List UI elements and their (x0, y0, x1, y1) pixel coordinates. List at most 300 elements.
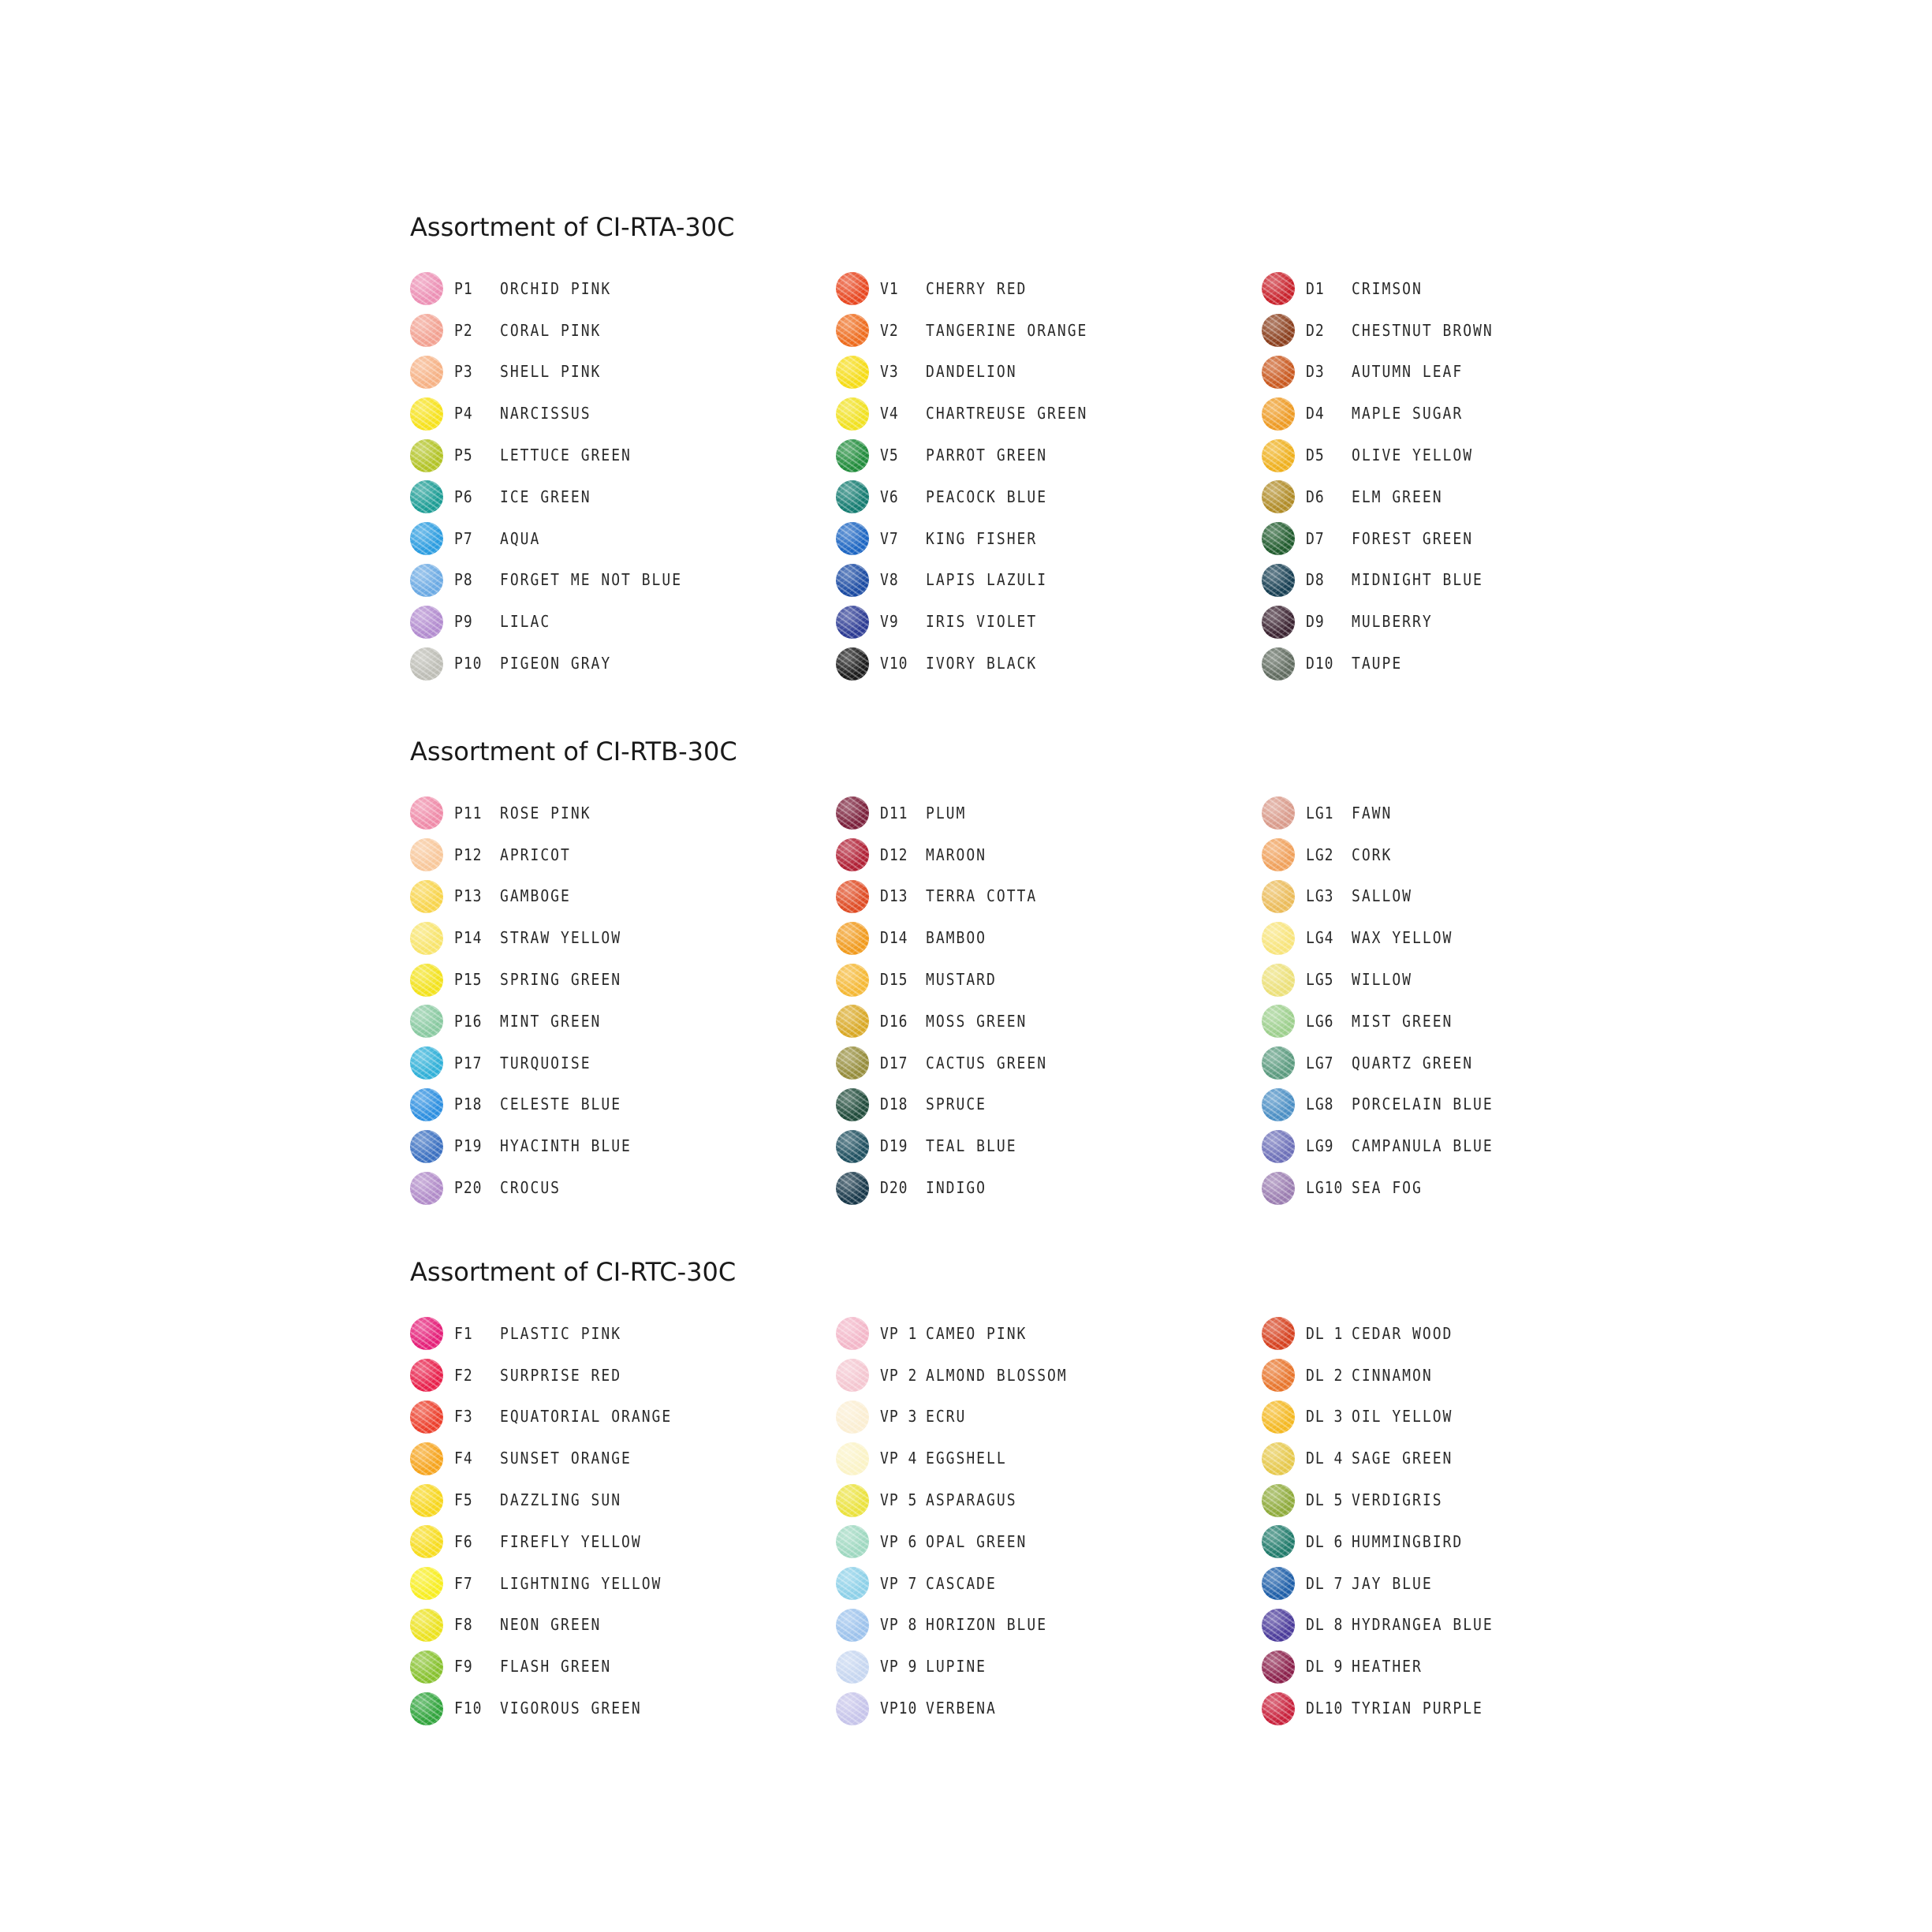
color-swatch-dot (836, 880, 869, 913)
color-name: BAMBOO (926, 928, 987, 948)
color-swatch-dot (410, 1442, 443, 1475)
color-name: ROSE PINK (500, 804, 591, 823)
color-name: PARROT GREEN (926, 446, 1048, 465)
color-swatch-item (1262, 1397, 1688, 1438)
color-swatch-item (1262, 1646, 1688, 1688)
color-code: DL10 (1306, 1699, 1344, 1718)
swatch-column (836, 1313, 1262, 1729)
color-swatch-dot (836, 1650, 869, 1684)
color-name: LETTUCE GREEN (500, 446, 632, 465)
color-swatch-item (836, 1125, 1262, 1167)
color-name: SHELL PINK (500, 362, 602, 382)
color-code: VP 7 (880, 1574, 918, 1594)
swatch-column (836, 793, 1262, 1209)
color-code: P10 (454, 654, 483, 673)
color-name: MAROON (926, 845, 987, 865)
color-swatch-dot (1262, 1317, 1295, 1350)
swatch-column (1262, 793, 1688, 1209)
color-name: PLUM (926, 804, 967, 823)
color-code: DL 4 (1306, 1449, 1344, 1468)
color-name: ORCHID PINK (500, 279, 612, 299)
color-swatch-item (1262, 793, 1688, 834)
color-swatch-dot (410, 796, 443, 830)
color-code: LG1 (1306, 804, 1334, 823)
color-name: PLASTIC PINK (500, 1324, 622, 1344)
color-swatch-item (1262, 643, 1688, 684)
color-swatch-item (1262, 1313, 1688, 1355)
color-code: D2 (1306, 321, 1325, 341)
color-code: P5 (454, 446, 473, 465)
color-swatch-dot (410, 397, 443, 431)
color-name: AQUA (500, 529, 541, 549)
color-name: AUTUMN LEAF (1352, 362, 1464, 382)
color-code: F6 (454, 1532, 473, 1552)
color-swatch-dot (410, 922, 443, 955)
color-swatch-item (410, 560, 836, 602)
color-code: DL 6 (1306, 1532, 1344, 1552)
color-swatch-item (410, 518, 836, 560)
color-swatch-dot (836, 1005, 869, 1038)
color-code: D5 (1306, 446, 1325, 465)
color-swatch-item (836, 1167, 1262, 1209)
color-code: VP 4 (880, 1449, 918, 1468)
color-code: D15 (880, 970, 908, 990)
color-name: OIL YELLOW (1352, 1407, 1453, 1427)
color-code: P13 (454, 886, 483, 907)
color-swatch-dot (836, 356, 869, 389)
color-name: HUMMINGBIRD (1352, 1532, 1464, 1552)
color-name: TURQUOISE (500, 1054, 591, 1073)
color-swatch-dot (1262, 522, 1295, 555)
color-name: PIGEON GRAY (500, 654, 612, 673)
color-code: V10 (880, 654, 908, 673)
color-swatch-dot (836, 439, 869, 472)
color-code: D8 (1306, 570, 1325, 591)
color-swatch-dot (836, 1484, 869, 1517)
swatch-column (1262, 1313, 1688, 1729)
color-swatch-dot (1262, 880, 1295, 913)
color-name: WAX YELLOW (1352, 928, 1453, 948)
color-name: MIDNIGHT BLUE (1352, 570, 1483, 591)
color-name: CAMEO PINK (926, 1324, 1028, 1344)
color-swatch-dot (1262, 606, 1295, 639)
color-code: D17 (880, 1054, 908, 1073)
color-code: V1 (880, 279, 899, 299)
color-swatch-dot (1262, 1650, 1295, 1684)
color-name: CROCUS (500, 1178, 561, 1198)
color-swatch-dot (410, 1567, 443, 1600)
color-swatch-item (1262, 1438, 1688, 1479)
color-swatch-item (836, 518, 1262, 560)
color-name: SURPRISE RED (500, 1366, 622, 1386)
color-swatch-item (410, 268, 836, 310)
color-swatch-dot (410, 356, 443, 389)
color-code: P16 (454, 1012, 483, 1031)
color-code: LG10 (1306, 1178, 1344, 1198)
swatch-column (410, 793, 836, 1209)
color-code: P3 (454, 362, 473, 382)
color-name: GAMBOGE (500, 886, 571, 907)
color-swatch-dot (836, 1359, 869, 1392)
color-name: HYACINTH BLUE (500, 1136, 632, 1156)
color-swatch-item (410, 1313, 836, 1355)
color-swatch-dot (1262, 1359, 1295, 1392)
color-name: DANDELION (926, 362, 1017, 382)
color-swatch-dot (1262, 564, 1295, 597)
color-swatch-item (1262, 310, 1688, 352)
color-name: CACTUS GREEN (926, 1054, 1048, 1073)
color-name: CHESTNUT BROWN (1352, 321, 1494, 341)
color-code: P2 (454, 321, 473, 341)
color-swatch-item (836, 601, 1262, 643)
color-code: D12 (880, 845, 908, 865)
swatch-column (836, 268, 1262, 684)
color-name: CRIMSON (1352, 279, 1423, 299)
color-swatch-dot (836, 1317, 869, 1350)
color-swatch-dot (1262, 480, 1295, 513)
color-name: STRAW YELLOW (500, 928, 622, 948)
color-swatch-dot (410, 1359, 443, 1392)
color-code: P12 (454, 845, 483, 865)
color-name: KING FISHER (926, 529, 1038, 549)
color-swatch-item (836, 352, 1262, 393)
color-code: VP 6 (880, 1532, 918, 1552)
color-code: LG7 (1306, 1054, 1334, 1073)
color-name: EGGSHELL (926, 1449, 1007, 1468)
color-code: P14 (454, 928, 483, 948)
color-code: DL 1 (1306, 1324, 1344, 1344)
color-swatch-dot (836, 1442, 869, 1475)
color-swatch-dot (1262, 964, 1295, 997)
color-code: LG9 (1306, 1136, 1334, 1156)
color-swatch-dot (836, 838, 869, 871)
color-name: SPRUCE (926, 1095, 987, 1115)
color-code: V3 (880, 362, 899, 382)
color-swatch-dot (1262, 796, 1295, 830)
color-swatch-dot (1262, 1484, 1295, 1517)
color-swatch-item (836, 917, 1262, 959)
color-swatch-dot (410, 314, 443, 347)
color-swatch-dot (410, 1609, 443, 1642)
color-code: P4 (454, 404, 473, 423)
color-swatch-dot (410, 439, 443, 472)
color-swatch-item (410, 1355, 836, 1397)
color-code: F5 (454, 1490, 473, 1510)
color-name: FLASH GREEN (500, 1657, 612, 1677)
color-swatch-item (410, 643, 836, 684)
color-name: CASCADE (926, 1574, 997, 1594)
color-swatch-item (836, 1042, 1262, 1084)
color-swatch-item (410, 1521, 836, 1563)
color-swatch-dot (836, 397, 869, 431)
color-code: P19 (454, 1136, 483, 1156)
color-name: OLIVE YELLOW (1352, 446, 1474, 465)
color-swatch-dot (836, 522, 869, 555)
color-swatch-dot (410, 522, 443, 555)
color-name: NEON GREEN (500, 1615, 602, 1635)
color-swatch-item (410, 1646, 836, 1688)
color-swatch-item (410, 1125, 836, 1167)
color-code: LG4 (1306, 928, 1334, 948)
color-code: V8 (880, 570, 899, 591)
color-swatch-dot (1262, 314, 1295, 347)
color-swatch-item (410, 1563, 836, 1605)
color-name: HEATHER (1352, 1657, 1423, 1677)
color-name: JAY BLUE (1352, 1574, 1433, 1594)
color-code: P11 (454, 804, 483, 823)
color-code: V9 (880, 612, 899, 632)
color-code: F3 (454, 1407, 473, 1427)
color-name: DAZZLING SUN (500, 1490, 622, 1510)
color-code: VP 2 (880, 1366, 918, 1386)
color-swatch-dot (410, 480, 443, 513)
color-name: TAUPE (1352, 654, 1403, 673)
color-swatch-dot (836, 1401, 869, 1434)
color-name: TANGERINE ORANGE (926, 321, 1088, 341)
color-swatch-item (836, 1438, 1262, 1479)
swatch-columns (410, 268, 1688, 684)
color-swatch-item (1262, 1042, 1688, 1084)
color-swatch-item (836, 1084, 1262, 1126)
color-swatch-item (410, 476, 836, 518)
color-swatch-item (836, 560, 1262, 602)
color-swatch-item (1262, 560, 1688, 602)
color-code: F10 (454, 1699, 483, 1718)
color-code: D18 (880, 1095, 908, 1115)
color-code: D11 (880, 804, 908, 823)
color-name: CELESTE BLUE (500, 1095, 622, 1115)
color-name: MIST GREEN (1352, 1012, 1453, 1031)
color-name: HORIZON BLUE (926, 1615, 1048, 1635)
color-swatch-item (410, 1605, 836, 1647)
color-name: PEACOCK BLUE (926, 487, 1048, 507)
color-swatch-dot (1262, 922, 1295, 955)
color-swatch-item (836, 876, 1262, 918)
color-name: MAPLE SUGAR (1352, 404, 1464, 423)
color-swatch-item (836, 1605, 1262, 1647)
color-code: P6 (454, 487, 473, 507)
color-swatch-dot (1262, 838, 1295, 871)
color-code: P18 (454, 1095, 483, 1115)
color-name: FORGET ME NOT BLUE (500, 570, 683, 591)
color-name: NARCISSUS (500, 404, 591, 423)
color-swatch-dot (836, 606, 869, 639)
color-name: WILLOW (1352, 970, 1413, 990)
color-code: P9 (454, 612, 473, 632)
color-name: CORAL PINK (500, 321, 602, 341)
color-code: DL 5 (1306, 1490, 1344, 1510)
color-swatch-item (410, 435, 836, 476)
color-swatch-dot (836, 1525, 869, 1558)
color-swatch-item (1262, 1084, 1688, 1126)
color-name: TEAL BLUE (926, 1136, 1017, 1156)
color-swatch-item (836, 435, 1262, 476)
color-code: V2 (880, 321, 899, 341)
color-swatch-item (1262, 1563, 1688, 1605)
color-code: D14 (880, 928, 908, 948)
color-swatch-item (410, 310, 836, 352)
color-name: PORCELAIN BLUE (1352, 1095, 1494, 1115)
assortment-section-b (410, 729, 1688, 1209)
color-swatch-item (410, 917, 836, 959)
color-name: SAGE GREEN (1352, 1449, 1453, 1468)
color-swatch-dot (836, 1088, 869, 1121)
color-swatch-dot (410, 838, 443, 871)
color-swatch-item (836, 1479, 1262, 1521)
color-swatch-dot (410, 1130, 443, 1163)
color-name: SEA FOG (1352, 1178, 1423, 1198)
color-name: OPAL GREEN (926, 1532, 1028, 1552)
color-name: SUNSET ORANGE (500, 1449, 632, 1468)
color-swatch-item (410, 1001, 836, 1042)
color-swatch-dot (1262, 1609, 1295, 1642)
color-swatch-item (1262, 1125, 1688, 1167)
color-swatch-item (1262, 352, 1688, 393)
color-swatch-dot (410, 964, 443, 997)
color-code: P15 (454, 970, 483, 990)
color-swatch-item (410, 1167, 836, 1209)
color-code: D19 (880, 1136, 908, 1156)
color-swatch-item (410, 1084, 836, 1126)
color-code: D20 (880, 1178, 908, 1198)
color-swatch-item (410, 1438, 836, 1479)
color-name: CORK (1352, 845, 1393, 865)
assortment-section-c (410, 1250, 1688, 1729)
color-swatch-item (836, 643, 1262, 684)
color-name: SALLOW (1352, 886, 1413, 907)
color-name: CHERRY RED (926, 279, 1028, 299)
section-title: Assortment of CI-RTA-30C (410, 212, 735, 242)
color-swatch-dot (410, 1692, 443, 1725)
color-swatch-item (836, 1646, 1262, 1688)
color-code: P20 (454, 1178, 483, 1198)
color-name: ECRU (926, 1407, 967, 1427)
color-name: VIGOROUS GREEN (500, 1699, 642, 1718)
color-code: V4 (880, 404, 899, 423)
color-name: MUSTARD (926, 970, 997, 990)
color-code: D1 (1306, 279, 1325, 299)
color-swatch-item (410, 601, 836, 643)
color-swatch-item (410, 793, 836, 834)
color-name: APRICOT (500, 845, 571, 865)
color-name: LILAC (500, 612, 551, 632)
color-code: DL 9 (1306, 1657, 1344, 1677)
color-swatch-dot (836, 564, 869, 597)
color-swatch-item (1262, 1355, 1688, 1397)
color-swatch-item (836, 1397, 1262, 1438)
swatch-columns (410, 1313, 1688, 1729)
color-swatch-dot (410, 1650, 443, 1684)
color-swatch-dot (836, 1692, 869, 1725)
color-swatch-item (836, 476, 1262, 518)
section-title: Assortment of CI-RTB-30C (410, 737, 737, 766)
color-name: CINNAMON (1352, 1366, 1433, 1386)
color-swatch-item (1262, 1605, 1688, 1647)
color-swatch-dot (836, 647, 869, 681)
color-swatch-dot (410, 1317, 443, 1350)
color-name: MINT GREEN (500, 1012, 602, 1031)
color-code: LG3 (1306, 886, 1334, 907)
color-name: MOSS GREEN (926, 1012, 1028, 1031)
color-code: VP10 (880, 1699, 918, 1718)
color-code: P8 (454, 570, 473, 591)
color-swatch-item (836, 1001, 1262, 1042)
color-swatch-dot (836, 922, 869, 955)
color-code: D9 (1306, 612, 1325, 632)
swatch-column (410, 1313, 836, 1729)
color-swatch-dot (410, 272, 443, 305)
color-swatch-item (1262, 876, 1688, 918)
color-swatch-dot (410, 606, 443, 639)
color-name: TERRA COTTA (926, 886, 1038, 907)
color-swatch-item (836, 1563, 1262, 1605)
color-code: D6 (1306, 487, 1325, 507)
color-swatch-dot (410, 1484, 443, 1517)
color-name: LAPIS LAZULI (926, 570, 1048, 591)
color-name: CEDAR WOOD (1352, 1324, 1453, 1344)
color-swatch-item (1262, 959, 1688, 1001)
color-swatch-dot (1262, 272, 1295, 305)
color-code: V7 (880, 529, 899, 549)
color-swatch-item (1262, 393, 1688, 435)
color-swatch-item (836, 393, 1262, 435)
section-title: Assortment of CI-RTC-30C (410, 1257, 737, 1287)
color-code: VP 8 (880, 1615, 918, 1635)
color-code: VP 9 (880, 1657, 918, 1677)
color-code: VP 1 (880, 1324, 918, 1344)
color-swatch-item (1262, 834, 1688, 876)
color-swatch-dot (1262, 1692, 1295, 1725)
color-name: FAWN (1352, 804, 1393, 823)
color-swatch-item (836, 310, 1262, 352)
color-swatch-item (410, 1688, 836, 1729)
color-name: LIGHTNING YELLOW (500, 1574, 662, 1594)
color-name: CHARTREUSE GREEN (926, 404, 1088, 423)
color-swatch-item (410, 876, 836, 918)
color-code: F4 (454, 1449, 473, 1468)
color-swatch-item (836, 268, 1262, 310)
color-swatch-item (836, 1355, 1262, 1397)
color-swatch-item (1262, 518, 1688, 560)
color-name: VERDIGRIS (1352, 1490, 1443, 1510)
color-swatch-item (1262, 601, 1688, 643)
color-swatch-dot (1262, 439, 1295, 472)
color-swatch-dot (1262, 1567, 1295, 1600)
color-swatch-item (410, 393, 836, 435)
color-code: D7 (1306, 529, 1325, 549)
color-code: P17 (454, 1054, 483, 1073)
color-name: EQUATORIAL ORANGE (500, 1407, 673, 1427)
color-swatch-dot (836, 480, 869, 513)
color-name: SPRING GREEN (500, 970, 622, 990)
color-swatch-item (1262, 917, 1688, 959)
color-swatch-dot (836, 272, 869, 305)
color-swatch-item (410, 1479, 836, 1521)
color-swatch-item (410, 834, 836, 876)
color-code: F2 (454, 1366, 473, 1386)
color-code: LG6 (1306, 1012, 1334, 1031)
color-swatch-dot (410, 1046, 443, 1080)
color-swatch-item (410, 352, 836, 393)
color-swatch-dot (410, 880, 443, 913)
color-name: FOREST GREEN (1352, 529, 1474, 549)
swatch-column (1262, 268, 1688, 684)
color-name: IVORY BLACK (926, 654, 1038, 673)
color-code: V6 (880, 487, 899, 507)
color-name: ASPARAGUS (926, 1490, 1017, 1510)
color-code: D3 (1306, 362, 1325, 382)
color-swatch-item (410, 1042, 836, 1084)
